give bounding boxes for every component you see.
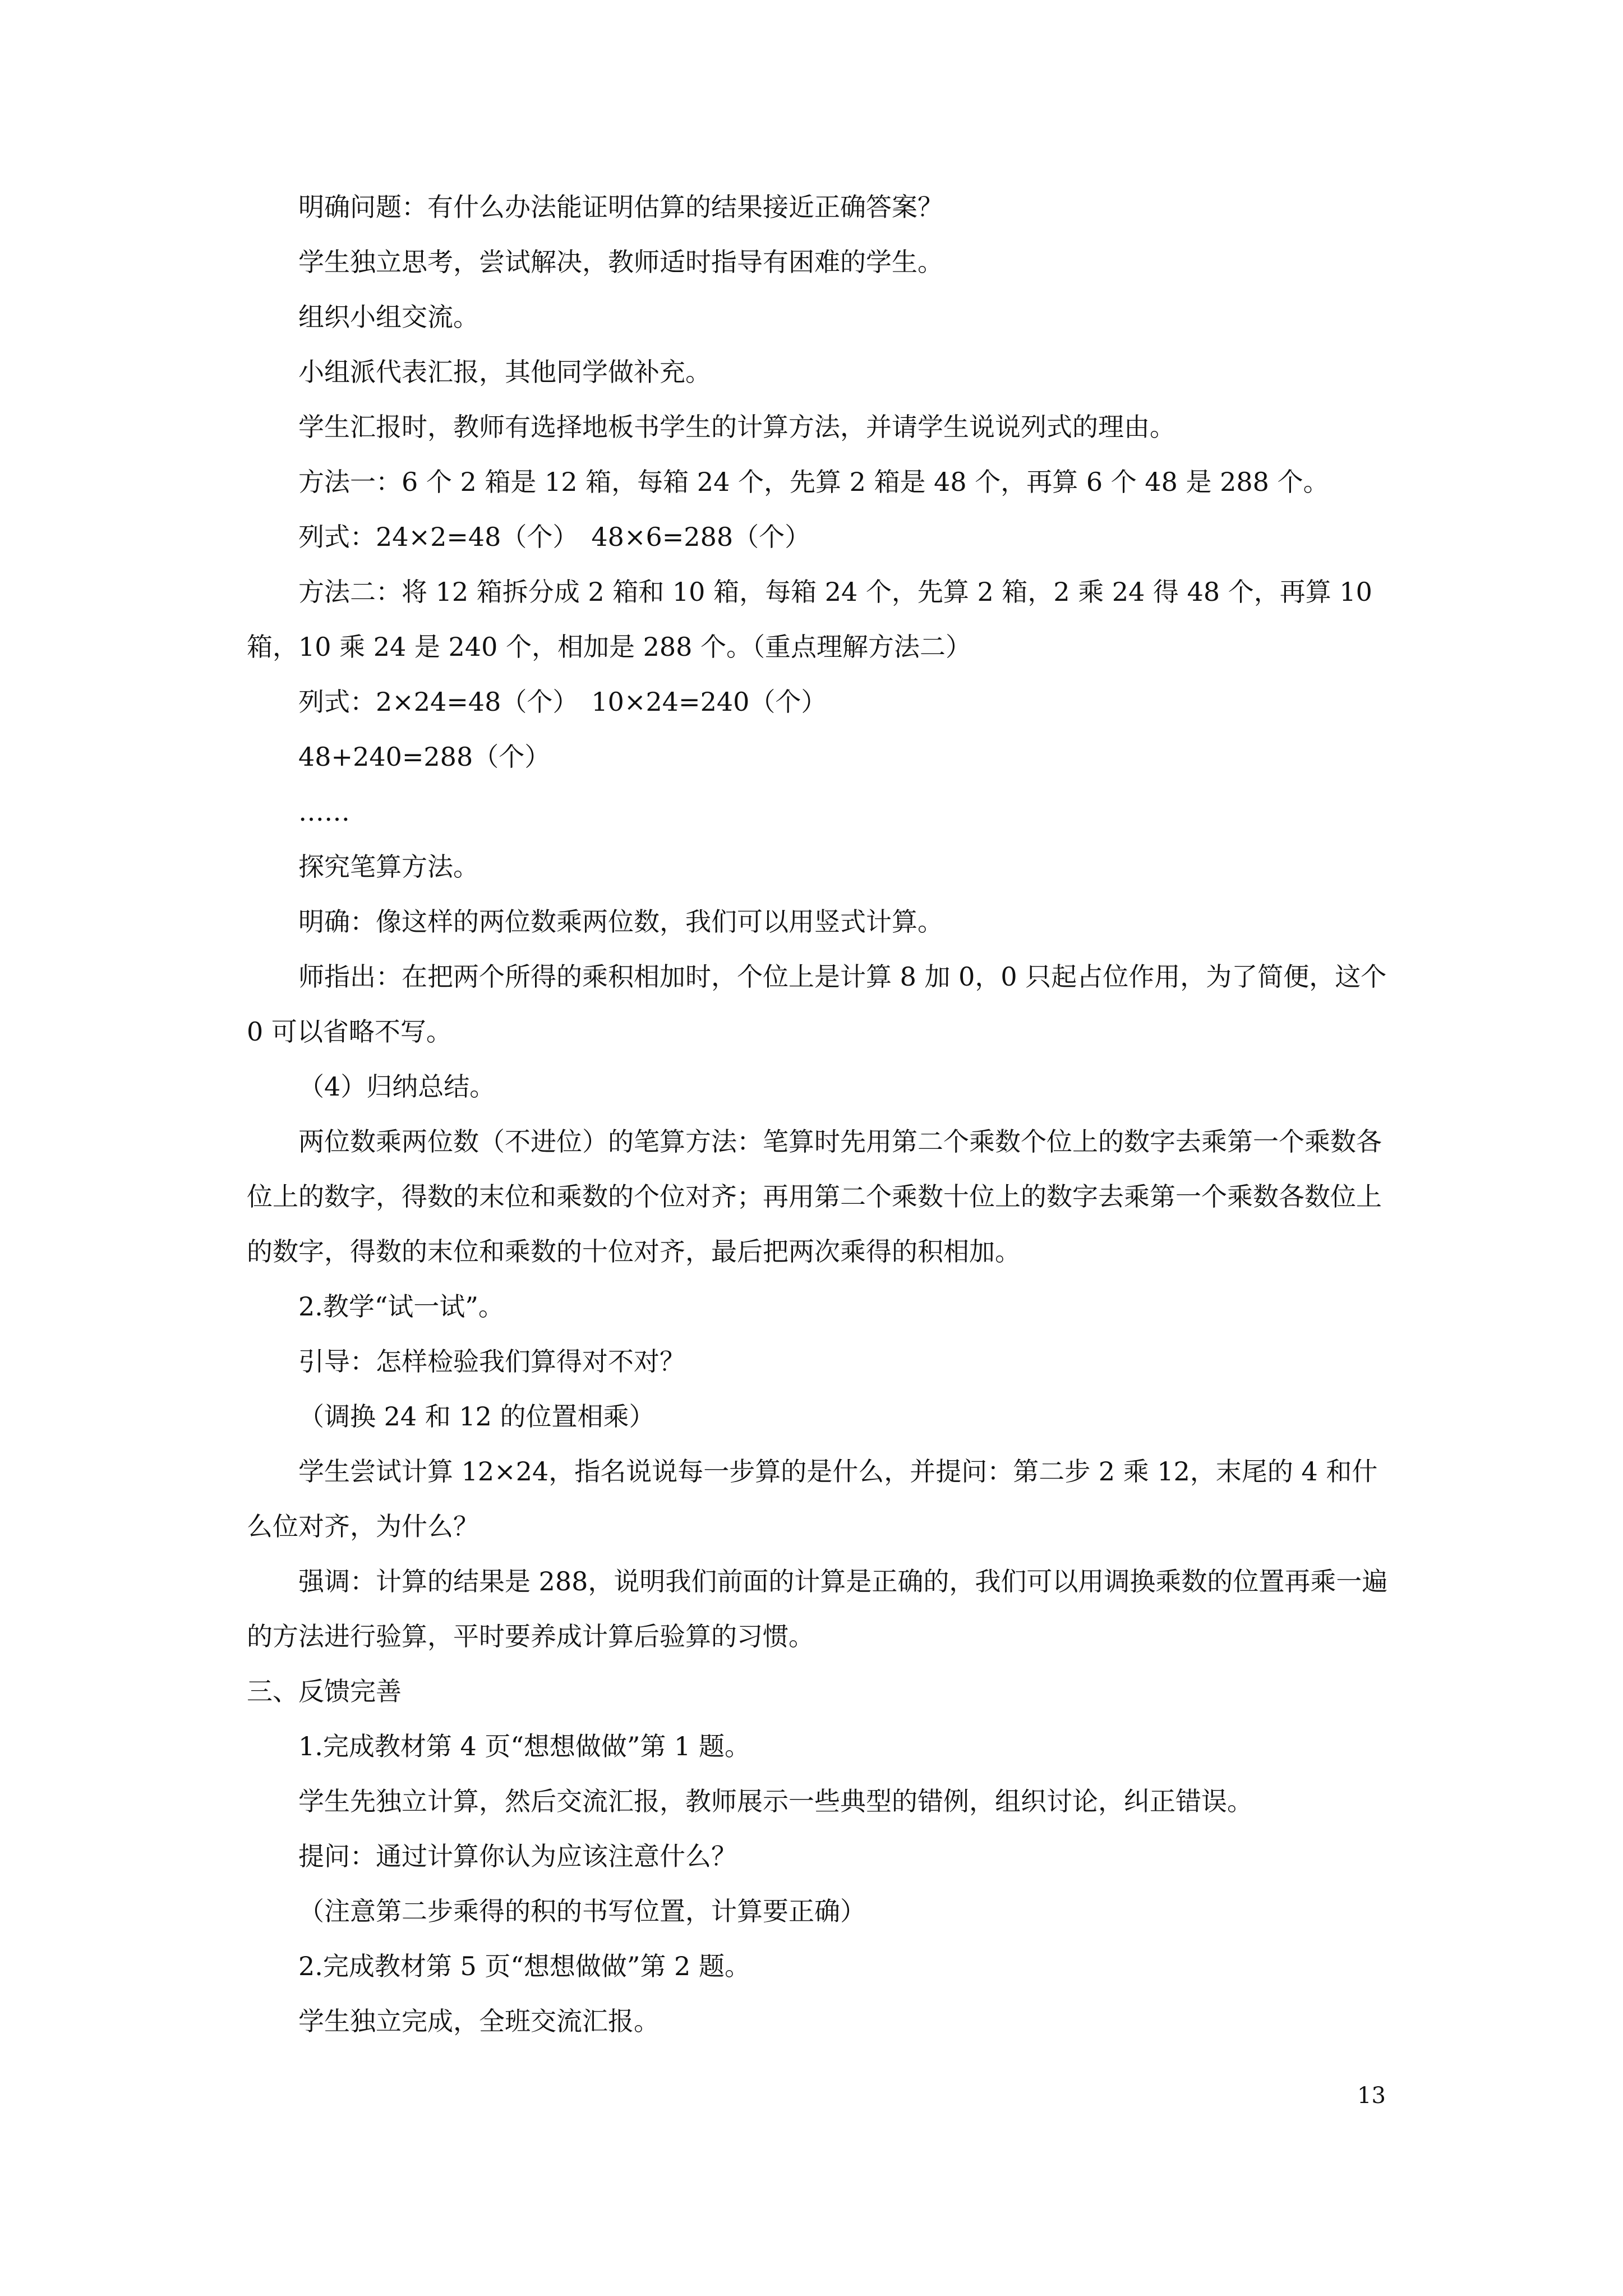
paragraph: 学生尝试计算 12×24，指名说说每一步算的是什么，并提问：第二步 2 乘 12，末尾的 4 和什么位对齐，为什么？	[247, 1456, 1378, 1542]
paragraph: 强调：计算的结果是 288，说明我们前面的计算是正确的，我们可以用调换乘数的位置再乘一遍的方法进行验算，平时要养成计算后验算的习惯。	[247, 1566, 1388, 1651]
paragraph: 引导：怎样检验我们算得对不对？	[298, 1346, 685, 1377]
ellipsis-line: ……	[298, 797, 350, 827]
paragraph: 方法二：将 12 箱拆分成 2 箱和 10 箱，每箱 24 个，先算 2 箱，2 乘 24 得 48 个，再算 10 箱，10 乘 24 是 240 个，相加是 288 个。（重点理解方法二）	[247, 577, 1372, 662]
paragraph: 学生独立思考，尝试解决，教师适时指导有困难的学生。	[298, 247, 943, 277]
subheading: （4）归纳总结。	[298, 1071, 496, 1102]
paragraph: （注意第二步乘得的积的书写位置，计算要正确）	[298, 1896, 866, 1926]
paragraph: 学生汇报时，教师有选择地板书学生的计算方法，并请学生说说列式的理由。	[298, 412, 1175, 442]
equation-line: 列式：24×2=48（个） 48×6=288（个）	[298, 522, 811, 552]
paragraph: 组织小组交流。	[298, 302, 479, 332]
paragraph: 学生先独立计算，然后交流汇报，教师展示一些典型的错例，组织讨论，纠正错误。	[298, 1786, 1253, 1816]
paragraph: 两位数乘两位数（不进位）的笔算方法：笔算时先用第二个乘数个位上的数字去乘第一个乘数各位上的数字，得数的末位和乘数的个位对齐；再用第二个乘数十位上的数字去乘第一个乘数各数位上的数字，得数的末位和乘数的十位对齐，最后把两次乘得的积相加。	[247, 1126, 1382, 1267]
equation-line: 48+240=288（个）	[298, 742, 551, 772]
section-heading: 三、反馈完善	[247, 1676, 402, 1706]
paragraph: （调换 24 和 12 的位置相乘）	[298, 1401, 655, 1432]
paragraph: 小组派代表汇报，其他同学做补充。	[298, 357, 711, 387]
page-body	[247, 180, 1391, 2049]
page-number: 13	[1357, 2083, 1386, 2109]
paragraph: 明确问题：有什么办法能证明估算的结果接近正确答案？	[298, 192, 943, 222]
subheading: 2.教学“试一试”。	[298, 1291, 504, 1322]
paragraph: 学生独立完成，全班交流汇报。	[298, 2006, 660, 2036]
paragraph: 师指出：在把两个所得的乘积相加时，个位上是计算 8 加 0，0 只起占位作用，为了简便，这个 0 可以省略不写。	[247, 961, 1387, 1047]
paragraph: 明确：像这样的两位数乘两位数，我们可以用竖式计算。	[298, 907, 943, 937]
subheading: 1.完成教材第 4 页“想想做做”第 1 题。	[298, 1731, 750, 1761]
paragraph: 探究笔算方法。	[298, 852, 479, 882]
subheading: 2.完成教材第 5 页“想想做做”第 2 题。	[298, 1951, 750, 1981]
paragraph: 提问：通过计算你认为应该注意什么？	[298, 1841, 737, 1871]
equation-line: 列式：2×24=48（个） 10×24=240（个）	[298, 687, 827, 717]
paragraph: 方法一：6 个 2 箱是 12 箱，每箱 24 个，先算 2 箱是 48 个，再算 6 个 48 是 288 个。	[298, 467, 1329, 497]
